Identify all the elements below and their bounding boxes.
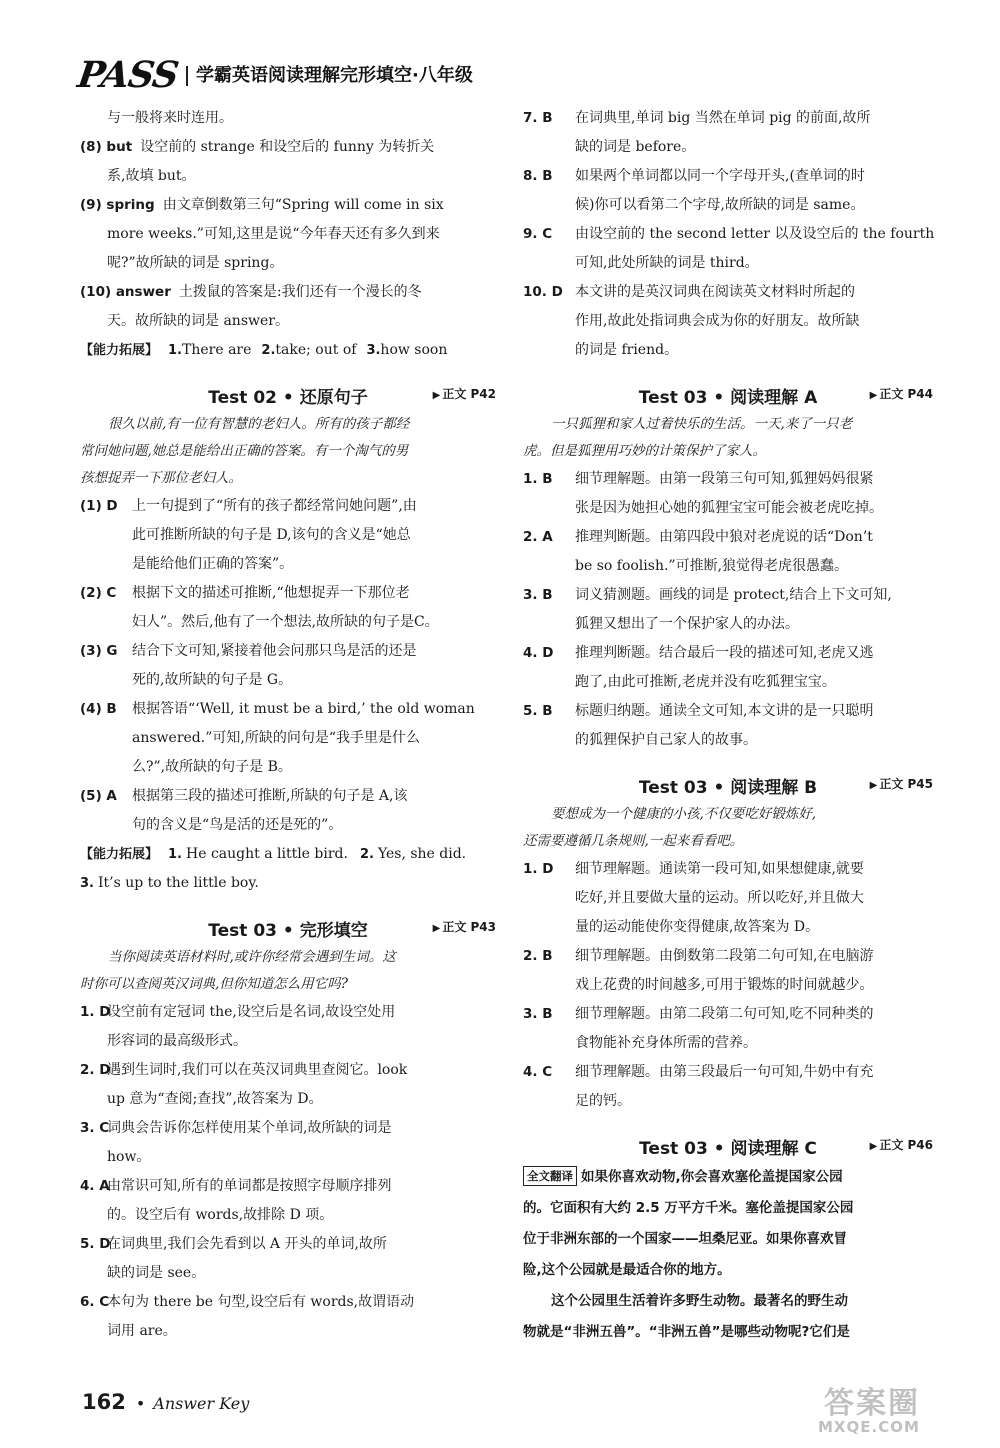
answer-label: 2. A — [523, 529, 553, 545]
extension-tag: 【能力拓展】 — [80, 847, 159, 862]
answer-line — [132, 608, 496, 637]
answer-label: (5) A — [80, 788, 117, 804]
answer-text: 遇到生词时,我们可以在英汉词典里查阅它。look — [107, 1062, 408, 1078]
answer-text: 根据第三段的描述可推断,所缺的句子是 A,该 — [132, 788, 408, 804]
header-separator — [186, 66, 188, 86]
answer-line — [575, 884, 933, 913]
answer-line — [80, 579, 496, 608]
extension-number: 1. — [168, 847, 182, 862]
answer-label: 2. B — [523, 948, 553, 964]
answer-text: 词典会告诉你怎样使用某个单词,故所缺的词是 — [107, 1120, 392, 1136]
answer-text: 推理判断题。由第四段中狼对老虎说的话“Don’t — [575, 529, 873, 545]
left-column — [80, 104, 496, 1346]
answer-text: 死的,故所缺的句子是 G。 — [132, 672, 293, 688]
ability-extension — [80, 336, 496, 365]
page-reference-text: 正文 P46 — [879, 1138, 933, 1152]
answer-text: 如果两个单词都以同一个字母开头,(查单词的时 — [575, 168, 865, 184]
answer-text: 与一般将来时连用。 — [107, 110, 233, 126]
page-reference-text: 正文 P42 — [442, 387, 496, 401]
extension-number: 3. — [80, 876, 94, 891]
translation-line — [523, 1224, 933, 1255]
answer-label: 3. C — [80, 1120, 110, 1136]
answer-label: (8) but — [80, 139, 133, 155]
answer-label: (10) answer — [80, 284, 171, 300]
answer-text: 的狐狸保护自己家人的故事。 — [575, 732, 757, 748]
summary-line: 一只狐狸和家人过着快乐的生活。一天,来了一只老 — [551, 416, 853, 432]
extension-number: 2. — [359, 847, 374, 862]
answer-line — [80, 133, 496, 162]
answer-line — [523, 220, 933, 249]
answer-line — [107, 1259, 496, 1288]
answer-line — [80, 1230, 496, 1259]
answer-text: 系,故填 but。 — [107, 168, 196, 184]
answer-label: (4) B — [80, 701, 117, 717]
answer-line — [107, 220, 496, 249]
answer-label: 3. B — [523, 587, 553, 603]
arrow-icon: ▶ — [869, 390, 878, 401]
answer-text: 呢?”故所缺的词是 spring。 — [107, 255, 284, 271]
answer-text: 张是因为她担心她的狐狸宝宝可能会被老虎吃掉。 — [575, 500, 883, 516]
answer-text: 词用 are。 — [107, 1323, 177, 1339]
page-reference — [870, 385, 933, 402]
answer-text: 天。故所缺的词是 answer。 — [107, 313, 289, 329]
section-header — [523, 761, 933, 801]
answer-line — [80, 637, 496, 666]
extension-answer: He caught a little bird. — [186, 846, 348, 862]
answer-line — [132, 811, 496, 840]
section-title: Test 03 • 阅读理解 C — [639, 1139, 817, 1159]
answer-text: be so foolish.”可推断,狼觉得老虎很愚蠢。 — [575, 558, 849, 574]
answer-line — [523, 942, 933, 971]
ability-extension — [80, 840, 496, 869]
translation-badge: 全文翻译 — [523, 1166, 577, 1186]
answer-line — [575, 249, 933, 278]
extension-answer: how soon — [380, 342, 448, 358]
footer-label: Answer Key — [153, 1394, 250, 1413]
answer-line — [107, 249, 496, 278]
answer-text: 是能给他们正确的答案”。 — [132, 556, 294, 572]
answer-line — [132, 724, 496, 753]
answer-line — [107, 104, 496, 133]
section-header — [80, 371, 496, 411]
answer-label: 1. D — [523, 861, 554, 877]
answer-line — [80, 1114, 496, 1143]
extension-number: 3. — [366, 343, 381, 358]
answer-line — [523, 1058, 933, 1087]
section-title: Test 03 • 阅读理解 A — [638, 388, 818, 408]
answer-line — [523, 104, 933, 133]
answer-line — [80, 695, 496, 724]
answer-text: 词义猜测题。画线的词是 protect,结合上下文可知, — [575, 587, 892, 603]
answer-line — [575, 133, 933, 162]
watermark-url: MXQE.COM — [818, 1418, 920, 1436]
arrow-icon: ▶ — [432, 923, 441, 934]
translation-text: 如果你喜欢动物,你会喜欢塞伦盖提国家公园 — [581, 1169, 843, 1185]
answer-text: 可知,此处所缺的词是 third。 — [575, 255, 759, 271]
answer-line — [575, 1087, 933, 1116]
answer-label: 8. B — [523, 168, 553, 184]
answer-text: 么?”,故所缺的句子是 B。 — [132, 759, 292, 775]
answer-text: 作用,故此处指词典会成为你的好朋友。故所缺 — [575, 313, 860, 329]
answer-line — [107, 307, 496, 336]
answer-label: 5. B — [523, 703, 553, 719]
answer-label: 4. D — [523, 645, 554, 661]
answer-text: 由常识可知,所有的单词都是按照字母顺序排列 — [107, 1178, 392, 1194]
answer-line — [80, 278, 496, 307]
answer-text: 设空前有定冠词 the,设空后是名词,故设空处用 — [107, 1004, 396, 1020]
footer-bullet: • — [135, 1394, 146, 1413]
answer-label: 3. B — [523, 1006, 553, 1022]
answer-line — [523, 855, 933, 884]
answer-text: 细节理解题。通读第一段可知,如果想健康,就要 — [575, 861, 864, 877]
answer-text: 细节理解题。由倒数第二段第二句可知,在电脑游 — [575, 948, 874, 964]
summary-line: 很久以前,有一位有智慧的老妇人。所有的孩子都经 — [108, 416, 410, 432]
answer-line — [523, 1000, 933, 1029]
answer-line — [107, 1027, 496, 1056]
answer-text: 吃好,并且要做大量的运动。所以吃好,并且做大 — [575, 890, 864, 906]
page-reference-text: 正文 P44 — [879, 387, 933, 401]
answer-line — [523, 581, 933, 610]
summary-line: 时你可以查阅英汉词典,但你知道怎么用它吗? — [80, 976, 349, 992]
answer-line — [80, 1056, 496, 1085]
answer-text: 结合下文可知,紧接着他会问那只鸟是活的还是 — [132, 643, 417, 659]
answer-line — [575, 610, 933, 639]
extension-answer: It’s up to the little boy. — [97, 875, 259, 891]
answer-text: 推理判断题。结合最后一段的描述可知,老虎又逃 — [575, 645, 874, 661]
answer-line — [107, 1201, 496, 1230]
book-title: 学霸英语阅读理解完形填空·八年级 — [196, 65, 473, 86]
translation-text: 险,这个公园就是最适合你的地方。 — [523, 1262, 731, 1278]
answer-label: 7. B — [523, 110, 553, 126]
page-reference — [870, 1136, 933, 1153]
answer-line — [523, 162, 933, 191]
arrow-icon: ▶ — [869, 780, 878, 791]
answer-line — [575, 191, 933, 220]
answer-text: 标题归纳题。通读全文可知,本文讲的是一只聪明 — [575, 703, 874, 719]
answer-text: 本文讲的是英汉词典在阅读英文材料时所起的 — [575, 284, 855, 300]
translation-line — [523, 1255, 933, 1286]
translation-line — [523, 1162, 933, 1193]
answer-line — [575, 1029, 933, 1058]
extension-number: 2. — [261, 343, 276, 358]
answer-line — [523, 523, 933, 552]
extension-number: 1. — [168, 343, 182, 358]
answer-label: (1) D — [80, 498, 118, 514]
answer-text: 食物能补充身体所需的营养。 — [575, 1035, 757, 1051]
section-title: Test 03 • 阅读理解 B — [638, 778, 818, 798]
page-reference-text: 正文 P45 — [879, 777, 933, 791]
answer-line — [132, 521, 496, 550]
answer-text: 句的含义是“鸟是活的还是死的”。 — [132, 817, 343, 833]
answer-label: 1. B — [523, 471, 553, 487]
page-header — [75, 52, 918, 100]
answer-line — [523, 639, 933, 668]
section-title: Test 02 • 还原句子 — [208, 388, 368, 408]
extension-answer: take; out of — [275, 342, 357, 358]
answer-text: 在词典里,单词 big 当然在单词 pig 的前面,故所 — [575, 110, 871, 126]
answer-line — [575, 726, 933, 755]
answer-text: answered.”可知,所缺的问句是“我手里是什么 — [132, 730, 420, 746]
section-title: Test 03 • 完形填空 — [208, 921, 368, 941]
extension-tag: 【能力拓展】 — [80, 343, 159, 358]
answer-label: 5. D — [80, 1236, 111, 1252]
page-number: 162 — [82, 1390, 126, 1414]
page-reference — [870, 775, 933, 792]
answer-text: 本句为 there be 句型,设空后有 words,故谓语动 — [107, 1294, 415, 1310]
section-header — [523, 371, 933, 411]
answer-text: 由设空前的 the second letter 以及设空后的 the fourth — [575, 226, 935, 242]
answer-line — [107, 1143, 496, 1172]
watermark-logo: 答案圈 — [824, 1386, 920, 1421]
answer-text: 足的钙。 — [575, 1093, 631, 1109]
answer-text: 上一句提到了“所有的孩子都经常问她问题”,由 — [132, 498, 417, 514]
answer-line — [575, 913, 933, 942]
summary-line: 要想成为一个健康的小孩,不仅要吃好锻炼好, — [551, 806, 817, 822]
summary-line: 常问她问题,她总是能给出正确的答案。有一个淘气的男 — [80, 443, 409, 459]
summary-line: 孩想捉弄一下那位老妇人。 — [80, 470, 242, 486]
translation-line: 这个公园里生活着许多野生动物。最著名的野生动 — [551, 1293, 848, 1309]
page-reference — [433, 385, 496, 402]
answer-text: 的词是 friend。 — [575, 342, 679, 358]
answer-text: 由文章倒数第三句“Spring will come in six — [162, 197, 444, 213]
answer-line — [575, 971, 933, 1000]
right-column — [523, 104, 933, 1348]
answer-text: 设空前的 strange 和设空后的 funny 为转折关 — [140, 139, 435, 155]
answer-label: 4. C — [523, 1064, 553, 1080]
answer-line — [132, 666, 496, 695]
answer-text: how。 — [107, 1149, 151, 1165]
answer-line — [132, 550, 496, 579]
answer-line — [132, 753, 496, 782]
answer-text: up 意为“查阅;查找”,故答案为 D。 — [107, 1091, 323, 1107]
answer-text: 候)你可以看第二个字母,故所缺的词是 same。 — [575, 197, 865, 213]
extension-answer: Yes, she did. — [377, 846, 467, 862]
answer-text: 量的运动能使你变得健康,故答案为 D。 — [575, 919, 820, 935]
summary-line: 还需要遵循几条规则,一起来看看吧。 — [523, 833, 744, 849]
answer-text: 妇人”。然后,他有了一个想法,故所缺的句子是C。 — [132, 614, 439, 630]
answer-line — [107, 162, 496, 191]
answer-line — [80, 1288, 496, 1317]
answer-text: 跑了,由此可推断,老虎并没有吃狐狸宝宝。 — [575, 674, 836, 690]
answer-text: 的。设空后有 words,故排除 D 项。 — [107, 1207, 334, 1223]
answer-text: 此可推断所缺的句子是 D,该句的含义是“她总 — [132, 527, 411, 543]
summary-line: 当你阅读英语材料时,或许你经常会遇到生词。这 — [108, 949, 396, 965]
answer-line — [523, 697, 933, 726]
watermark — [818, 1378, 968, 1440]
answer-line — [80, 782, 496, 811]
translation-text: 的。它面积有大约 2.5 万平方千米。塞伦盖提国家公园 — [523, 1200, 854, 1216]
section-header — [80, 904, 496, 944]
arrow-icon: ▶ — [432, 390, 441, 401]
answer-label: 4. A — [80, 1178, 110, 1194]
answer-line — [80, 492, 496, 521]
answer-label: 1. D — [80, 1004, 111, 1020]
page-reference — [433, 918, 496, 935]
answer-label: 9. C — [523, 226, 553, 242]
answer-line — [107, 1317, 496, 1346]
ability-extension — [80, 869, 496, 898]
answer-line — [523, 465, 933, 494]
answer-text: 细节理解题。由第三段最后一句可知,牛奶中有充 — [575, 1064, 874, 1080]
arrow-icon: ▶ — [869, 1141, 878, 1152]
summary-line: 虎。但是狐狸用巧妙的计策保护了家人。 — [523, 443, 766, 459]
answer-label: 2. D — [80, 1062, 111, 1078]
answer-line — [575, 668, 933, 697]
section-header — [523, 1122, 933, 1162]
answer-text: 根据下文的描述可推断,“他想捉弄一下那位老 — [132, 585, 410, 601]
answer-line — [80, 191, 496, 220]
translation-line — [523, 1193, 933, 1224]
answer-line — [107, 1085, 496, 1114]
answer-line — [575, 552, 933, 581]
page-reference-text: 正文 P43 — [442, 920, 496, 934]
translation-text: 位于非洲东部的一个国家——坦桑尼亚。如果你喜欢冒 — [523, 1231, 847, 1247]
answer-text: 形容词的最高级形式。 — [107, 1033, 247, 1049]
answer-text: 狐狸又想出了一个保护家人的办法。 — [575, 616, 799, 632]
answer-line — [575, 307, 933, 336]
translation-line: 物就是“非洲五兽”。“非洲五兽”是哪些动物呢?它们是 — [523, 1324, 850, 1340]
answer-text: 根据答语“‘Well, it must be a bird,’ the old woman — [132, 701, 475, 717]
answer-text: more weeks.”可知,这里是说“今年春天还有多久到来 — [107, 226, 440, 242]
answer-label: 10. D — [523, 284, 563, 300]
answer-text: 缺的词是 before。 — [575, 139, 696, 155]
answer-text: 细节理解题。由第一段第三句可知,狐狸妈妈很紧 — [575, 471, 874, 487]
answer-label: (3) G — [80, 643, 118, 659]
answer-text: 土拨鼠的答案是:我们还有一个漫长的冬 — [178, 284, 422, 300]
answer-line — [575, 494, 933, 523]
answer-line — [575, 336, 933, 365]
answer-line — [80, 1172, 496, 1201]
extension-answer: There are — [182, 342, 252, 358]
page-footer — [82, 1390, 249, 1414]
answer-label: (2) C — [80, 585, 117, 601]
answer-text: 戏上花费的时间越多,可用于锻炼的时间就越少。 — [575, 977, 874, 993]
answer-label: 6. C — [80, 1294, 110, 1310]
answer-text: 缺的词是 see。 — [107, 1265, 206, 1281]
answer-text: 细节理解题。由第二段第二句可知,吃不同种类的 — [575, 1006, 874, 1022]
answer-line — [523, 278, 933, 307]
pass-logo: PASS — [75, 54, 181, 96]
answer-label: (9) spring — [80, 197, 155, 213]
answer-line — [80, 998, 496, 1027]
answer-text: 在词典里,我们会先看到以 A 开头的单词,故所 — [107, 1236, 387, 1252]
